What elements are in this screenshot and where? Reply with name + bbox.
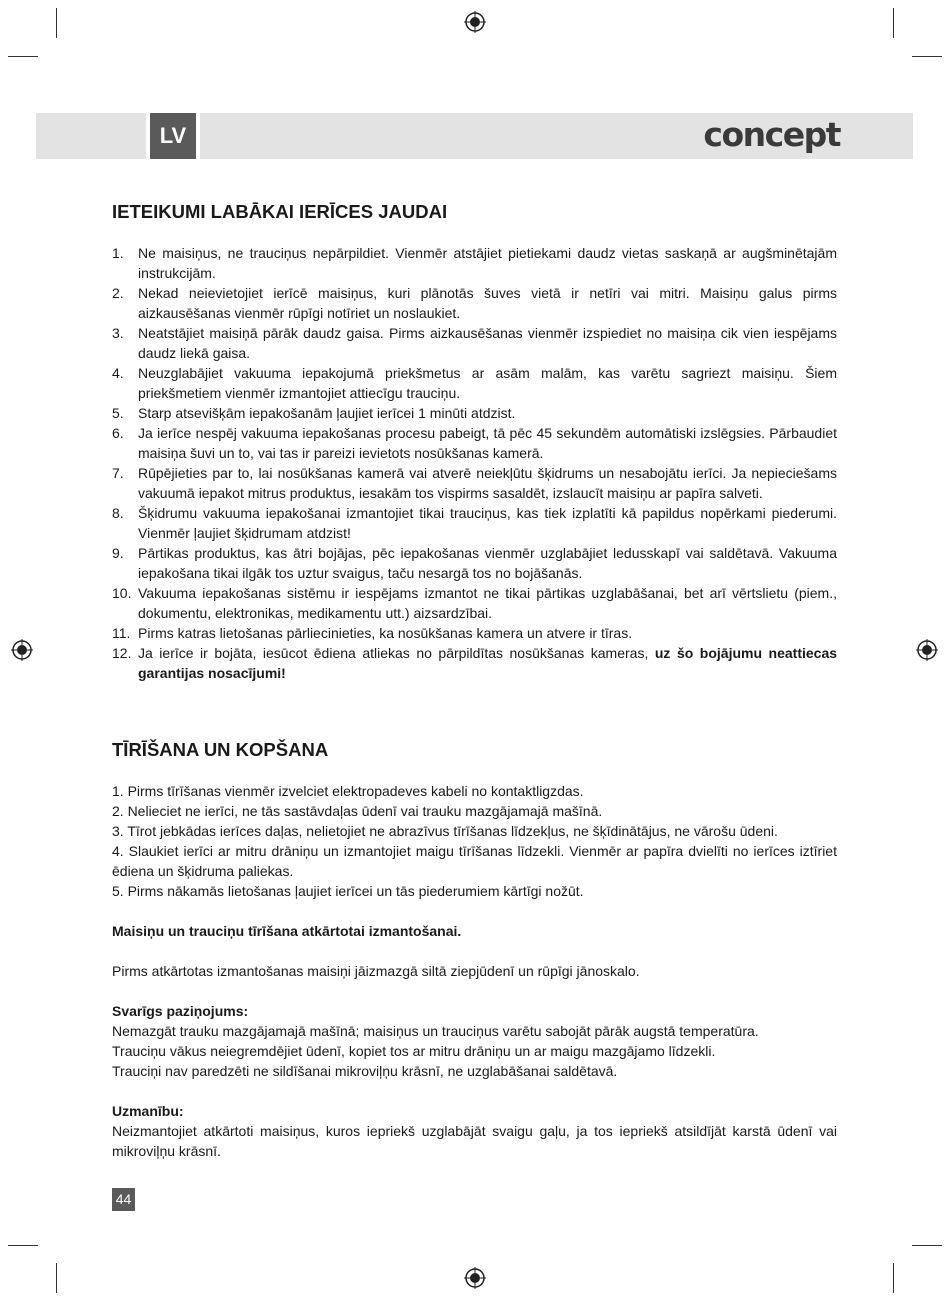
paragraph: Neizmantojiet atkārtoti maisiņus, kuros iepriekš uzglabājāt svaigu gaļu, ja tos iepriekš atsildījāt karstā ūdenī vai mikroviļņu krāsnī.: [112, 1123, 837, 1159]
list-item: 8. Šķidrumu vakuuma iepakošanai izmantojiet tikai trauciņus, kas tiek izplatīti kā papildus nopērkami piederumi. Vienmēr ļaujiet šķidrumam atdzist!: [112, 505, 837, 541]
list-item: 11. Pirms katras lietošanas pārliecinieties, ka nosūkšanas kamera un atvere ir tīras.: [112, 625, 633, 641]
section-title: TĪRĪŠANA UN KOPŠANA: [112, 739, 329, 760]
subheading: Uzmanību:: [112, 1103, 184, 1119]
registration-mark-icon: [916, 639, 938, 661]
registration-mark-icon: [464, 1267, 486, 1289]
crop-mark: [8, 1245, 38, 1246]
paragraph: Nemazgāt trauku mazgājamajā mašīnā; maisiņus un trauciņus varētu sabojāt pārāk augstā temperatūra.: [112, 1023, 759, 1039]
crop-mark: [912, 56, 942, 57]
language-badge: LV: [146, 113, 200, 159]
list-item: 1. Pirms tīrīšanas vienmēr izvelciet elektropadeves kabeli no kontaktligzdas.: [112, 783, 584, 799]
registration-mark-icon: [464, 11, 486, 33]
crop-mark: [893, 1263, 894, 1293]
paragraph: Pirms atkārtotas izmantošanas maisiņi jāizmazgā siltā ziepjūdenī un rūpīgi jānoskalo.: [112, 963, 640, 979]
list-item: 10. Vakuuma iepakošanas sistēmu ir iespējams izmantot ne tikai pārtikas uzglabāšanai, bet arī vērtslietu (piem., dokumentu, elektronikas, medikamentu utt.) aizsardzībai.: [112, 585, 837, 621]
list-item: 7. Rūpējieties par to, lai nosūkšanas kamerā vai atverē neiekļūtu šķidrums un nesabojātu ierīci. Ja nepieciešams vakuumā iepakot mitrus produktus, iesakām tos vispirms sasaldēt, izslaucīt maisiņu ar papīra salveti.: [112, 465, 837, 501]
crop-mark: [8, 56, 38, 57]
cleaning-steps: [112, 781, 837, 901]
crop-mark: [56, 8, 57, 38]
brand-logo: concept: [703, 115, 840, 154]
list-item: 4. Slaukiet ierīci ar mitru drāniņu un izmantojiet maigu tīrīšanas līdzekli. Vienmēr ar papīra dvielīti no ierīces iztīriet ēdiena un šķidruma paliekas.: [112, 843, 837, 879]
list-item: 2. Nekad neievietojiet ierīcē maisiņus, kuri plānotās šuves vietā ir netīri vai mitri. Maisiņu galus pirms aizkausēšanas vienmēr rūpīgi notīriet un noslaukiet.: [112, 285, 837, 321]
list-item: 3. Tīrot jebkādas ierīces daļas, nelietojiet ne abrazīvus tīrīšanas līdzekļus, ne šķīdinātājus, ne vārošu ūdeni.: [112, 823, 778, 839]
subheading: Maisiņu un trauciņu tīrīšana atkārtotai izmantošanai.: [112, 923, 462, 939]
paragraph: Trauciņu vākus neiegremdējiet ūdenī, kopiet tos ar mitru drāniņu un ar maigu mazgājamo līdzekli.: [112, 1043, 716, 1059]
section-title: IETEIKUMI LABĀKAI IERĪCES JAUDAI: [112, 201, 448, 222]
list-item: 2. Nelieciet ne ierīci, ne tās sastāvdaļas ūdenī vai trauku mazgājamajā mašīnā.: [112, 803, 603, 819]
warranty-warning: uz šo bojājumu neattiecas garantijas nosacījumi!: [138, 645, 838, 681]
crop-mark: [893, 8, 894, 38]
registration-mark-icon: [11, 639, 33, 661]
list-item: 6. Ja ierīce nespēj vakuuma iepakošanas procesu pabeigt, tā pēc 45 sekundēm automātiski izslēgsies. Pārbaudiet maisiņa šuvi un to, vai tas ir pareizi ievietots nosūkšanas kamerā.: [112, 425, 837, 461]
list-item: 12. Ja ierīce ir bojāta, iesūcot ēdiena atliekas no pārpildītas nosūkšanas kameras, uz šo bojājumu neattiecas garantijas nosacījumi!: [112, 645, 838, 681]
subheading: Svarīgs paziņojums:: [112, 1003, 249, 1019]
list-item: 1. Ne maisiņus, ne trauciņus nepārpildiet. Vienmēr atstājiet pietiekami daudz vietas saskaņā ar augšminētajām instrukcijām.: [112, 245, 837, 281]
list-item: 9. Pārtikas produktus, kas ātri bojājas, pēc iepakošanas vienmēr uzglabājiet ledusskapī vai saldētavā. Vakuuma iepakošana tikai ilgāk tos uztur svaigus, taču nesargā tos no bojāšanās.: [112, 545, 837, 581]
list-item: 4. Neuzglabājiet vakuuma iepakojumā priekšmetus ar asām malām, kas varētu sagriezt maisiņu. Šiem priekšmetiem vienmēr izmantojiet attiecīgu trauciņu.: [112, 365, 837, 401]
page-number: 44: [112, 1188, 135, 1211]
list-item: 5. Pirms nākamās lietošanas ļaujiet ierīcei un tās piederumiem kārtīgi nožūt.: [112, 883, 584, 899]
page-content: [112, 198, 837, 1161]
paragraph: Trauciņi nav paredzēti ne sildīšanai mikroviļņu krāsnī, ne uzglabāšanai saldētavā.: [112, 1063, 618, 1079]
crop-mark: [56, 1263, 57, 1293]
tips-list: [112, 243, 837, 683]
list-item: 3. Neatstājiet maisiņā pārāk daudz gaisa. Pirms aizkausēšanas vienmēr izspiediet no maisiņa cik vien iespējams daudz liekā gaisa.: [112, 325, 837, 361]
crop-mark: [912, 1245, 942, 1246]
list-item: 5. Starp atsevišķām iepakošanām ļaujiet ierīcei 1 minūti atdzist.: [112, 405, 516, 421]
